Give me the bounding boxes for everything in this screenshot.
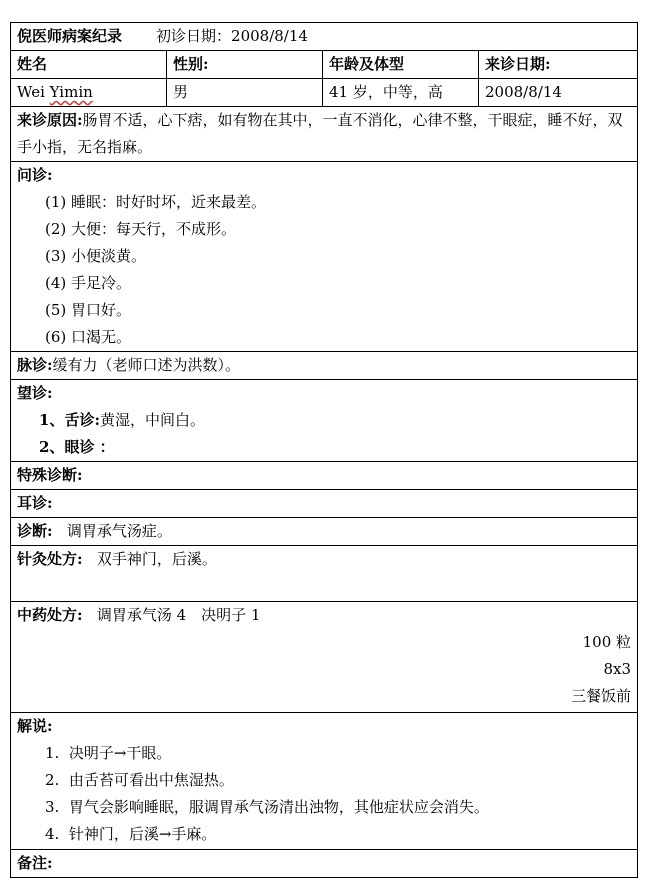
explanation-list [17,740,631,848]
visit-date-label: 来诊日期: [479,51,638,79]
patient-name-last: Yimin [49,83,93,101]
pulse-row [11,352,638,380]
diagnosis-text: 调胃承气汤症。 [66,522,172,540]
list-item: (6) 口渴无。 [45,328,132,346]
list-item: (3) 小便淡黄。 [45,247,147,265]
observation-label: 望诊: [17,384,53,402]
eye-line: 2、眼诊 ： [39,438,115,456]
acupuncture-label: 针灸处方: [17,550,83,568]
pulse-cell [11,352,638,380]
acupuncture-text: 双手神门，后溪。 [96,550,217,568]
inquiry-row [11,162,638,352]
title-row [11,23,638,51]
patient-gender: 男 [167,79,323,107]
ear-label: 耳诊: [11,490,638,518]
observation-row [11,380,638,462]
first-visit-label: 初诊日期： [156,27,232,45]
diagnosis-row [11,518,638,546]
pulse-label: 脉诊: [17,356,53,374]
notes-row [11,850,638,878]
list-item: 3. 胃气会影响睡眠，服调胃承气汤清出浊物，其他症状应会消失。 [45,798,489,816]
herbal-row [11,602,638,713]
patient-age-build: 41 岁，中等，高 [323,79,479,107]
herbal-timing: 三餐饭前 [571,687,632,705]
tongue-line: 1、舌诊:黄湿，中间白。 [39,411,205,429]
case-record-sheet [10,22,637,878]
reason-cell [11,107,638,162]
list-item: 4. 针神门，后溪→手麻。 [45,825,217,843]
info-header-row [11,51,638,79]
acupuncture-cell [11,546,638,602]
pulse-text: 缓有力（老师口述为洪数）。 [52,356,241,374]
patient-name-first: Wei [17,83,45,101]
inquiry-label: 问诊: [17,166,53,184]
list-item: (2) 大便：每天行，不成形。 [45,220,237,238]
patient-visit-date: 2008/8/14 [479,79,638,107]
age-label: 年龄及体型 [323,51,479,79]
explanation-row [11,713,638,850]
herbal-text: 调胃承气汤 4 决明子 1 [96,606,261,624]
diagnosis-cell [11,518,638,546]
observation-cell [11,380,638,462]
special-row [11,462,638,490]
explanation-label: 解说: [17,717,53,735]
diagnosis-label: 诊断: [17,522,53,540]
explanation-cell [11,713,638,850]
list-item: 1. 决明子→干眼。 [45,744,172,762]
notes-label: 备注: [11,850,638,878]
tongue-text: 黄湿，中间白。 [99,411,205,429]
info-value-row [11,79,638,107]
herbal-cell [11,602,638,713]
record-title: 倪医师病案纪录 [17,27,123,45]
list-item: (4) 手足冷。 [45,274,132,292]
acupuncture-row [11,546,638,602]
name-label: 姓名 [11,51,167,79]
ear-row [11,490,638,518]
inquiry-list [17,189,631,351]
reason-row [11,107,638,162]
herbal-label: 中药处方: [17,606,83,624]
reason-text: 肠胃不适，心下痞，如有物在其中，一直不消化，心律不整，干眼症，睡不好，双手小指，无名指麻。 [17,111,623,156]
case-record-table [10,22,638,878]
inquiry-cell [11,162,638,352]
special-label: 特殊诊断: [11,462,638,490]
herbal-dose: 100 粒 [582,633,632,651]
reason-label: 来诊原因: [17,111,83,129]
first-visit-date: 2008/8/14 [231,27,308,45]
list-item: 2. 由舌苔可看出中焦湿热。 [45,771,234,789]
eye-label: 眼诊 ： [64,438,115,456]
herbal-frequency: 8x3 [603,660,632,678]
patient-name [11,79,167,107]
tongue-label: 舌诊: [64,411,100,429]
gender-label: 性别: [167,51,323,79]
list-item: (5) 胃口好。 [45,301,132,319]
list-item: (1) 睡眠：时好时坏，近来最差。 [45,193,267,211]
